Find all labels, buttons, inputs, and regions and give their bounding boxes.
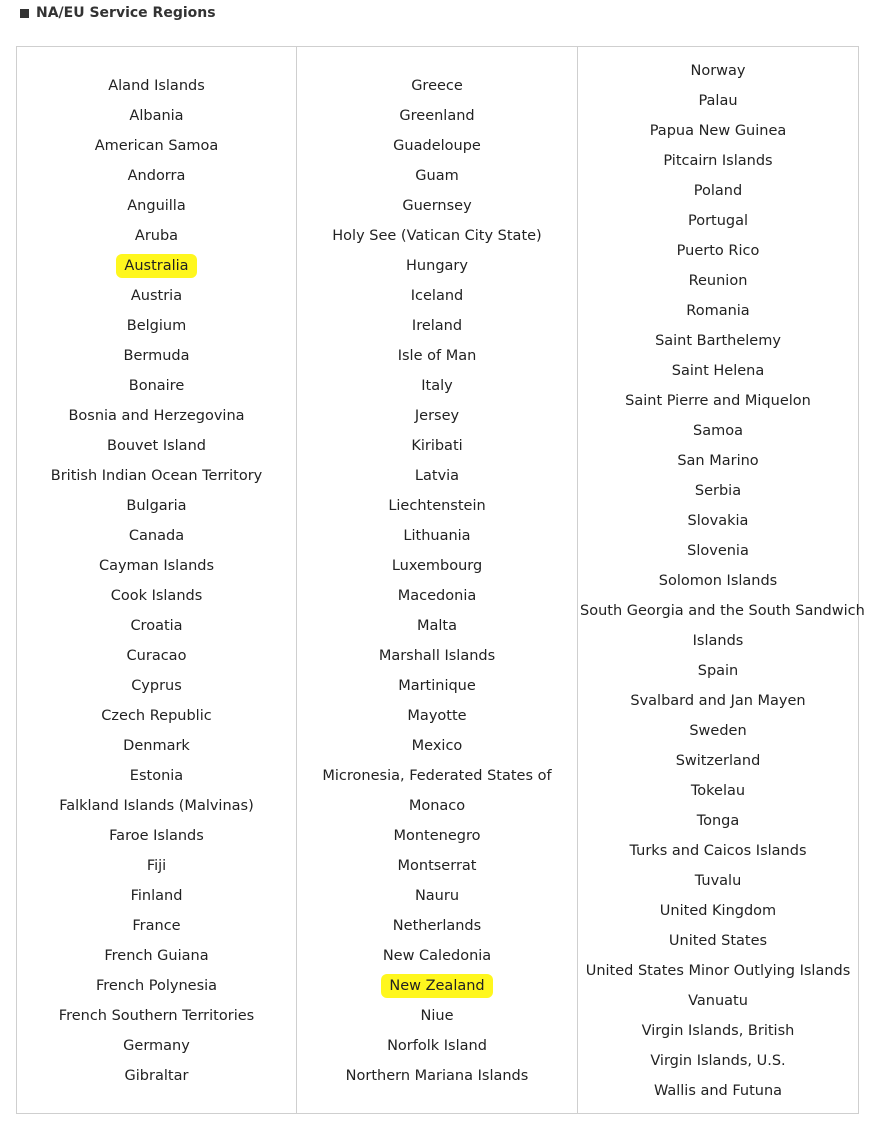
- region-item: [578, 896, 858, 926]
- region-item: [578, 746, 858, 776]
- region-label: Montserrat: [397, 858, 477, 874]
- region-item: [297, 911, 577, 941]
- region-item: [297, 251, 577, 281]
- region-label: French Southern Territories: [58, 1008, 255, 1024]
- region-item: [17, 701, 296, 731]
- region-item: [17, 371, 296, 401]
- region-item: [17, 1001, 296, 1031]
- square-bullet-icon: [20, 9, 29, 18]
- region-label: Solomon Islands: [658, 573, 778, 589]
- region-label: Saint Helena: [671, 363, 765, 379]
- region-item: [578, 506, 858, 536]
- region-label: Austria: [130, 288, 183, 304]
- region-label: Isle of Man: [397, 348, 477, 364]
- region-item: [17, 1061, 296, 1091]
- region-label: Curacao: [126, 648, 187, 664]
- region-item: [578, 926, 858, 956]
- region-item: [17, 101, 296, 131]
- region-label: Slovakia: [687, 513, 749, 529]
- region-label: French Polynesia: [95, 978, 218, 994]
- region-item: [297, 641, 577, 671]
- region-item: [578, 236, 858, 266]
- region-item: [17, 431, 296, 461]
- region-item: [17, 131, 296, 161]
- region-label: Faroe Islands: [109, 828, 204, 844]
- region-label: Fiji: [146, 858, 167, 874]
- region-label: Andorra: [127, 168, 186, 184]
- region-label: Turks and Caicos Islands: [629, 843, 807, 859]
- region-label: British Indian Ocean Territory: [50, 468, 263, 484]
- region-label: Tonga: [696, 813, 740, 829]
- region-item: [578, 986, 858, 1016]
- region-item: [578, 656, 858, 686]
- region-item: [17, 461, 296, 491]
- region-label: Liechtenstein: [388, 498, 486, 514]
- region-label: Islands: [692, 633, 744, 649]
- region-item: [297, 881, 577, 911]
- region-item: [17, 971, 296, 1001]
- region-item: [578, 296, 858, 326]
- region-item: [17, 731, 296, 761]
- region-label: Romania: [686, 303, 750, 319]
- region-label: Virgin Islands, U.S.: [650, 1053, 786, 1069]
- region-item: [297, 551, 577, 581]
- region-label: Papua New Guinea: [649, 123, 787, 139]
- region-item: [297, 1001, 577, 1031]
- region-item: [297, 341, 577, 371]
- region-item: [297, 971, 577, 1001]
- region-label: Falkland Islands (Malvinas): [59, 798, 254, 814]
- region-label: Marshall Islands: [378, 648, 496, 664]
- region-label: Saint Pierre and Miquelon: [625, 393, 811, 409]
- region-item: [297, 491, 577, 521]
- region-label: Tokelau: [690, 783, 746, 799]
- section-title: NA/EU Service Regions: [36, 5, 216, 21]
- region-label: Saint Barthelemy: [655, 333, 781, 349]
- region-item: [578, 716, 858, 746]
- region-item: [297, 761, 577, 791]
- region-label: Samoa: [693, 423, 743, 439]
- region-label: Mexico: [411, 738, 463, 754]
- region-label: Czech Republic: [101, 708, 212, 724]
- region-item: [17, 941, 296, 971]
- region-item: [578, 596, 865, 626]
- region-label: Bonaire: [128, 378, 185, 394]
- region-label: Nauru: [414, 888, 460, 904]
- regions-row: [17, 47, 859, 1114]
- region-label: Luxembourg: [391, 558, 483, 574]
- region-item: [17, 401, 296, 431]
- region-label: Cayman Islands: [98, 558, 215, 574]
- region-item: [578, 386, 858, 416]
- region-item: [297, 161, 577, 191]
- region-item: [578, 86, 858, 116]
- region-label: Latvia: [414, 468, 460, 484]
- region-item: [578, 476, 858, 506]
- region-label: Hungary: [406, 258, 468, 274]
- region-item: [17, 641, 296, 671]
- region-item: [17, 1031, 296, 1061]
- region-label: New Caledonia: [382, 948, 492, 964]
- region-label: Pitcairn Islands: [663, 153, 773, 169]
- region-item: [578, 1016, 858, 1046]
- region-label: Sweden: [689, 723, 747, 739]
- region-item: [17, 191, 296, 221]
- region-item: [17, 311, 296, 341]
- region-label: Guadeloupe: [393, 138, 481, 154]
- region-item: [17, 491, 296, 521]
- region-label: Svalbard and Jan Mayen: [630, 693, 806, 709]
- region-label: Norway: [690, 63, 746, 79]
- region-item: [578, 146, 858, 176]
- region-label: Croatia: [130, 618, 183, 634]
- region-item: [297, 581, 577, 611]
- region-label: Slovenia: [687, 543, 749, 559]
- region-label: Denmark: [123, 738, 190, 754]
- region-item: [297, 671, 577, 701]
- region-label: Cook Islands: [110, 588, 203, 604]
- region-item: [297, 461, 577, 491]
- region-label: Bosnia and Herzegovina: [68, 408, 245, 424]
- region-item: [17, 71, 296, 101]
- region-item: [578, 116, 858, 146]
- region-label: United States Minor Outlying Islands: [585, 963, 851, 979]
- regions-column-3: [578, 47, 865, 1114]
- region-label: Malta: [417, 618, 457, 634]
- region-item: [297, 611, 577, 641]
- region-label: Montenegro: [393, 828, 481, 844]
- regions-column-2: [297, 47, 578, 1114]
- region-label: Norfolk Island: [387, 1038, 487, 1054]
- region-label: Greenland: [399, 108, 475, 124]
- region-label: French Guiana: [104, 948, 209, 964]
- region-label: Bouvet Island: [107, 438, 206, 454]
- region-label: Mayotte: [407, 708, 467, 724]
- region-label: Puerto Rico: [676, 243, 760, 259]
- region-label: Albania: [129, 108, 184, 124]
- region-item: [578, 326, 858, 356]
- region-item: [17, 161, 296, 191]
- region-list-3: [578, 47, 865, 1106]
- region-item: [297, 311, 577, 341]
- region-label: Estonia: [129, 768, 184, 784]
- region-item: [578, 866, 858, 896]
- region-label: Wallis and Futuna: [653, 1083, 783, 1099]
- region-item: [578, 1076, 858, 1106]
- region-item: [297, 851, 577, 881]
- region-label: United Kingdom: [659, 903, 777, 919]
- region-label: Tuvalu: [694, 873, 742, 889]
- region-label: Lithuania: [403, 528, 471, 544]
- regions-table: [16, 46, 865, 1114]
- region-label: Northern Mariana Islands: [345, 1068, 529, 1084]
- region-label: Anguilla: [127, 198, 186, 214]
- region-label: Italy: [421, 378, 453, 394]
- region-item: [17, 821, 296, 851]
- region-list-1: [17, 47, 296, 1091]
- region-label: Aland Islands: [108, 78, 205, 94]
- region-label: Niue: [420, 1008, 454, 1024]
- region-label: Monaco: [408, 798, 466, 814]
- region-item: [297, 941, 577, 971]
- region-label: Portugal: [687, 213, 749, 229]
- region-item: [297, 701, 577, 731]
- region-item: [297, 131, 577, 161]
- region-item: [578, 446, 858, 476]
- region-label: Jersey: [414, 408, 460, 424]
- region-item: [578, 686, 858, 716]
- region-label: Bulgaria: [126, 498, 187, 514]
- region-item: [297, 821, 577, 851]
- region-item: [17, 251, 296, 281]
- region-item: [578, 956, 858, 986]
- region-item: [578, 56, 858, 86]
- region-label: Aruba: [134, 228, 179, 244]
- region-item: [17, 851, 296, 881]
- region-item: [17, 911, 296, 941]
- region-label: Ireland: [411, 318, 463, 334]
- region-item: [17, 221, 296, 251]
- region-list-2: [297, 47, 577, 1091]
- section-heading: [20, 3, 216, 23]
- region-label: Vanuatu: [688, 993, 748, 1009]
- region-label: Greece: [411, 78, 463, 94]
- region-item: [297, 1031, 577, 1061]
- region-label: Palau: [698, 93, 738, 109]
- region-item: [297, 281, 577, 311]
- region-label: Spain: [697, 663, 739, 679]
- region-item: [297, 791, 577, 821]
- region-item: [297, 1061, 577, 1091]
- region-item: [297, 401, 577, 431]
- region-label: Martinique: [398, 678, 476, 694]
- region-label: Netherlands: [392, 918, 482, 934]
- region-label: San Marino: [677, 453, 759, 469]
- region-item: [578, 1046, 858, 1076]
- region-item: [297, 71, 577, 101]
- region-label: Gibraltar: [124, 1068, 189, 1084]
- region-label: American Samoa: [94, 138, 219, 154]
- region-item: [578, 566, 858, 596]
- region-item: [578, 776, 858, 806]
- region-item: [578, 806, 858, 836]
- region-item: [17, 611, 296, 641]
- region-item: [578, 536, 858, 566]
- region-label: Micronesia, Federated States of: [322, 768, 552, 784]
- region-item: [297, 191, 577, 221]
- region-label: Kiribati: [411, 438, 463, 454]
- region-label: Macedonia: [397, 588, 477, 604]
- region-item: [578, 836, 858, 866]
- region-item: [297, 431, 577, 461]
- region-item: [17, 551, 296, 581]
- region-item: [297, 101, 577, 131]
- region-label: Switzerland: [675, 753, 761, 769]
- region-item: [17, 341, 296, 371]
- region-item: [17, 281, 296, 311]
- region-item: [17, 881, 296, 911]
- region-label: Poland: [693, 183, 743, 199]
- region-item: [297, 221, 577, 251]
- region-label: Reunion: [688, 273, 748, 289]
- region-label: Canada: [128, 528, 185, 544]
- region-item: [17, 521, 296, 551]
- region-label: South Georgia and the South Sandwich: [580, 603, 865, 619]
- region-label: Finland: [130, 888, 183, 904]
- region-item: [578, 206, 858, 236]
- region-label: France: [132, 918, 181, 934]
- region-label: Serbia: [694, 483, 742, 499]
- region-item: [297, 521, 577, 551]
- region-label: Guernsey: [402, 198, 472, 214]
- region-item: [297, 371, 577, 401]
- region-label: Germany: [123, 1038, 190, 1054]
- region-label: Guam: [415, 168, 459, 184]
- region-item: [17, 761, 296, 791]
- region-item: [17, 581, 296, 611]
- region-label: Holy See (Vatican City State): [332, 228, 542, 244]
- region-label-highlighted: New Zealand: [381, 974, 492, 998]
- region-item: [578, 176, 858, 206]
- region-item: [17, 671, 296, 701]
- region-item: [578, 266, 858, 296]
- region-item: [578, 626, 858, 656]
- region-item: [17, 791, 296, 821]
- region-item: [578, 356, 858, 386]
- region-item: [578, 416, 858, 446]
- region-label-highlighted: Australia: [116, 254, 196, 278]
- region-label: Bermuda: [123, 348, 190, 364]
- regions-column-1: [17, 47, 297, 1114]
- region-label: Iceland: [410, 288, 464, 304]
- region-item: [297, 731, 577, 761]
- region-label: Cyprus: [131, 678, 182, 694]
- region-label: United States: [668, 933, 768, 949]
- region-label: Virgin Islands, British: [641, 1023, 795, 1039]
- region-label: Belgium: [126, 318, 187, 334]
